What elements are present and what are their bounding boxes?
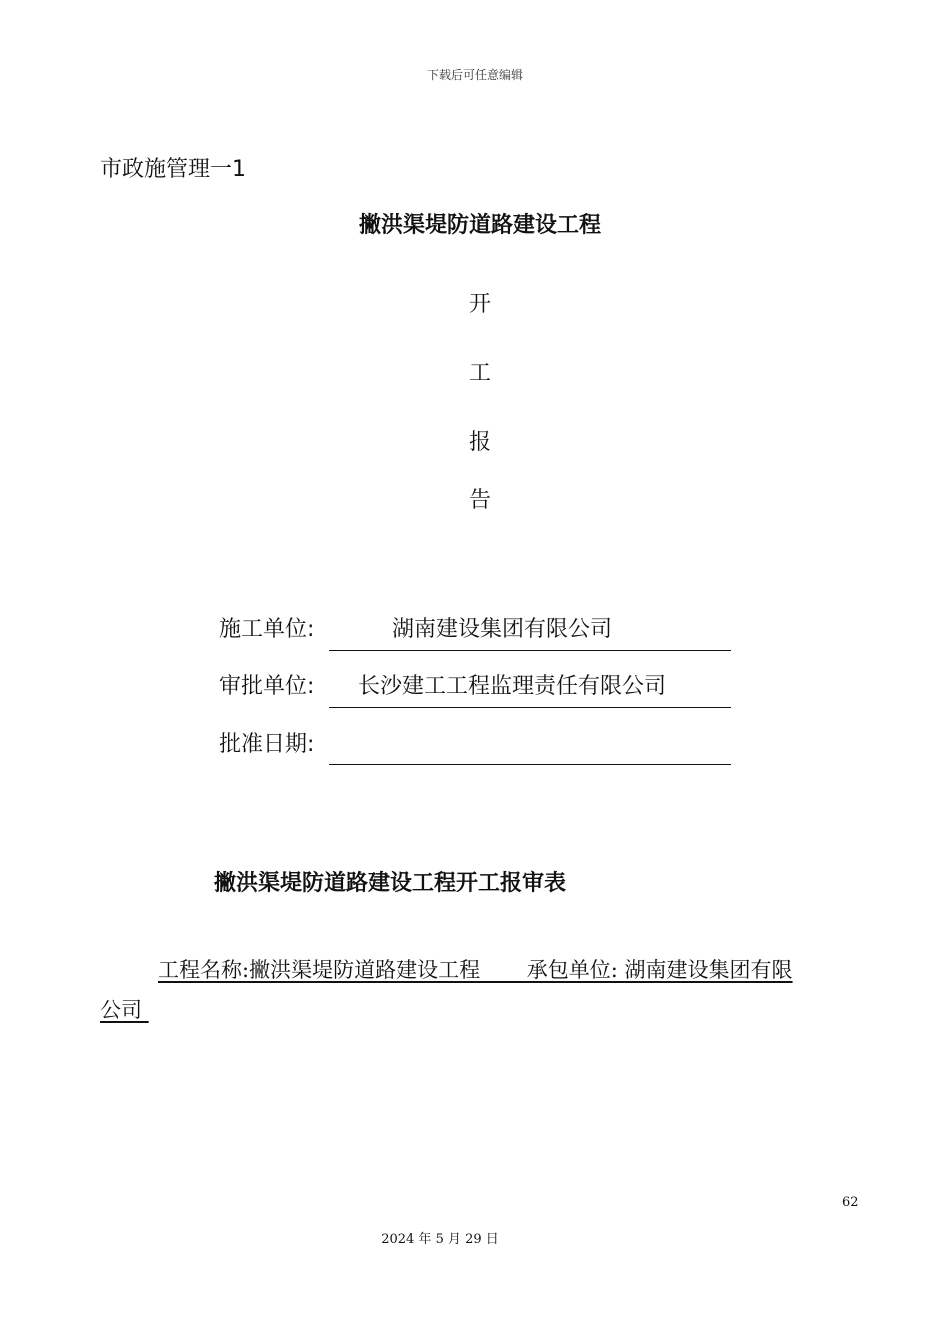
project-title: 撇洪渠堤防道路建设工程 <box>358 213 601 238</box>
report-char-3: 报 <box>468 430 491 455</box>
approval-unit-underline <box>329 707 731 708</box>
report-char-2: 工 <box>468 361 491 386</box>
document-code: 市政施管理一1 <box>100 157 246 182</box>
approval-date-underline <box>329 764 731 765</box>
header-note: 下载后可任意编辑 <box>426 68 523 82</box>
form-subtitle: 撇洪渠堤防道路建设工程开工报审表 <box>214 871 567 896</box>
report-char-4: 告 <box>468 488 491 513</box>
construction-unit-label: 施工单位: <box>219 617 315 642</box>
page-number: 62 <box>842 1195 859 1210</box>
project-info-line-2: 公司 <box>100 998 149 1022</box>
construction-unit-underline <box>329 650 731 651</box>
approval-date-label: 批准日期: <box>219 732 315 757</box>
footer-date: 2024 年 5 月 29 日 <box>381 1232 499 1247</box>
construction-unit-value: 湖南建设集团有限公司 <box>392 617 613 642</box>
project-info-line-1: 工程名称:撇洪渠堤防道路建设工程 承包单位: 湖南建设集团有限 <box>158 958 793 982</box>
report-char-1: 开 <box>468 292 491 317</box>
approval-unit-value: 长沙建工工程监理责任有限公司 <box>358 674 667 699</box>
approval-unit-label: 审批单位: <box>219 674 315 699</box>
